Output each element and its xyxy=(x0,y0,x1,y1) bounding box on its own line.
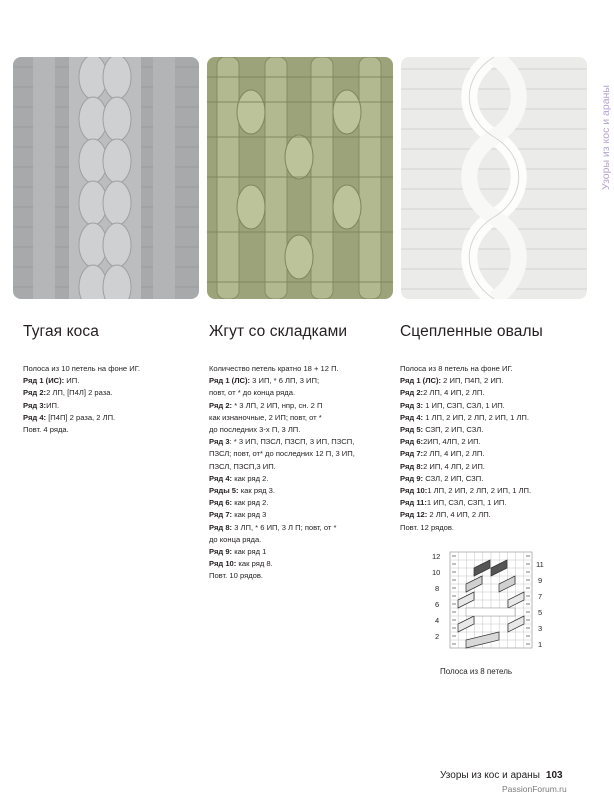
instruction-line: Ряд 6: как ряд 2. xyxy=(209,498,269,508)
instruction-line: до последних 3-х П, 3 ЛП. xyxy=(209,425,301,435)
instruction-line: Ряд 9: как ряд 1 xyxy=(209,547,267,557)
instruction-line: Ряд 8: 3 ЛП, * 6 ИП, 3 Л П; повт, от * xyxy=(209,522,337,532)
side-tab-label: Узоры из кос и араны xyxy=(600,85,612,190)
pattern-instructions xyxy=(209,363,395,583)
instruction-line: Ряды 5: как ряд 3. xyxy=(209,486,275,496)
instruction-line: до конца ряда. xyxy=(209,534,262,544)
chart-row-number: 10 xyxy=(432,568,441,577)
chart-caption: Полоса из 8 петель xyxy=(440,667,513,676)
chart-row-number: 6 xyxy=(435,600,440,609)
instruction-line: Ряд 3: 1 ИП, СЗП, СЗЛ, 1 ИП. xyxy=(400,400,505,410)
instruction-line: Ряд 1 (ЛС): 2 ИП, П4П, 2 ИП. xyxy=(400,376,504,386)
instruction-line: Ряд 12: 2 ЛП, 4 ИП, 2 ЛП. xyxy=(400,510,491,520)
chart-row-number: 9 xyxy=(538,576,543,585)
chart-row-number: 12 xyxy=(432,552,441,561)
instruction-line: Ряд 3: * 3 ИП, ПЗСЛ, ПЗСП, 3 ИП, ПЗСП, xyxy=(209,437,355,447)
chart-row-number: 7 xyxy=(538,592,543,601)
side-tab-section xyxy=(586,40,614,190)
instruction-line: Ряд 7:2 ЛП, 4 ИП, 2 ЛП. xyxy=(400,449,485,459)
swatch-photo-white xyxy=(401,57,587,299)
instruction-line: Ряд 10: как ряд 8. xyxy=(209,559,273,569)
instruction-line: Ряд 4: [П4П] 2 раза, 2 ЛП. xyxy=(23,412,116,422)
chart-row-number: 1 xyxy=(538,640,543,649)
pattern-column-1 xyxy=(23,322,209,436)
instruction-line: Ряд 1 (ЛС): 3 ИП, * 6 ЛП, 3 ИП; xyxy=(209,376,320,386)
instruction-line: повт, от * до конца ряда. xyxy=(209,388,296,398)
instruction-line: Ряд 10:1 ЛП, 2 ИП, 2 ЛП, 2 ИП, 1 ЛП. xyxy=(400,486,532,496)
pattern-title: Сцепленные овалы xyxy=(400,323,543,340)
instruction-line: Ряд 4: 1 ЛП, 2 ИП, 2 ЛП, 2 ИП, 1 ЛП. xyxy=(400,412,529,422)
footer-section-title: Узоры из кос и араны xyxy=(440,770,540,781)
pattern-column-3 xyxy=(400,322,586,534)
swatch-photo-olive xyxy=(207,57,393,299)
chart-row-number: 4 xyxy=(435,616,440,625)
pattern-instructions xyxy=(400,363,586,534)
instruction-line: Полоса из 10 петель на фоне ИГ. xyxy=(23,364,140,373)
instruction-line: Количество петель кратно 18 + 12 П. xyxy=(209,364,339,373)
instruction-line: Повт. 4 ряда. xyxy=(23,425,69,435)
instruction-line: ПЗСЛ, ПЗСП,3 ИП. xyxy=(209,461,276,471)
page-footer xyxy=(440,770,563,781)
instruction-line: Ряд 3:ИП. xyxy=(23,400,60,410)
pattern-title: Тугая коса xyxy=(23,323,99,340)
instruction-line: ПЗСЛ; повт, от* до последних 12 П, 3 ИП, xyxy=(209,449,355,459)
knitting-chart-grid-icon xyxy=(428,549,546,655)
chart-row-number: 11 xyxy=(536,560,544,569)
instruction-line: Ряд 2:2 ЛП, 4 ИП, 2 ЛП. xyxy=(400,388,485,398)
instruction-line: Ряд 7: как ряд 3 xyxy=(209,510,267,520)
watermark: PassionForum.ru xyxy=(502,784,567,794)
chart-row-number: 8 xyxy=(435,584,440,593)
chart-row-number: 5 xyxy=(538,608,543,617)
swatch-photo-grey xyxy=(13,57,199,299)
chart-row-number: 2 xyxy=(435,632,440,641)
chart-row-number: 3 xyxy=(538,624,543,633)
pattern-instructions xyxy=(23,363,209,436)
pattern-column-2 xyxy=(209,322,395,583)
instruction-line: Ряд 5: СЗП, 2 ИП, СЗЛ. xyxy=(400,425,484,435)
instruction-line: Ряд 4: как ряд 2. xyxy=(209,473,269,483)
instruction-line: Повт. 10 рядов. xyxy=(209,571,264,581)
instruction-line: Ряд 9: СЗЛ, 2 ИП, СЗП. xyxy=(400,473,484,483)
instruction-line: Ряд 2:2 ЛП, [П4Л] 2 раза. xyxy=(23,388,113,398)
instruction-line: Ряд 11:1 ИП, СЗЛ, СЗП, 1 ИП. xyxy=(400,498,507,508)
instruction-line: Ряд 8:2 ИП, 4 ЛП, 2 ИП. xyxy=(400,461,485,471)
instruction-line: Полоса из 8 петель на фоне ИГ. xyxy=(400,364,513,373)
knitting-chart xyxy=(428,549,546,655)
instruction-line: Ряд 1 (ИС): ИП. xyxy=(23,376,80,386)
instruction-line: как изнаночные, 2 ИП; повт, от * xyxy=(209,412,322,422)
pattern-title: Жгут со складками xyxy=(209,323,348,340)
page-number: 103 xyxy=(545,770,563,781)
instruction-line: Ряд 6:2ИП, 4ЛП, 2 ИП. xyxy=(400,437,481,447)
instruction-line: Ряд 2: * 3 ЛП, 2 ИП, нпр, сн. 2 П xyxy=(209,400,323,410)
instruction-line: Повт. 12 рядов. xyxy=(400,522,455,532)
